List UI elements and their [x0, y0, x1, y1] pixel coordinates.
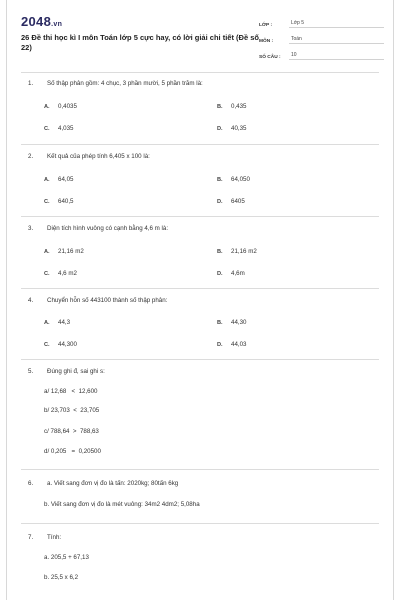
answer-option: C. 44,300 [44, 341, 77, 348]
divider [21, 469, 379, 470]
answer-option: A. 64,05 [44, 176, 74, 183]
sub-item: c/ 788,64 > 788,63 [44, 428, 99, 435]
meta-label-count: SỐ CÂU : [259, 55, 281, 60]
sub-item: a. 205,5 + 67,13 [44, 554, 89, 561]
question-text: a. Viết sang đơn vị đo là tấn: 2020kg; 80tấn 6kg [47, 480, 179, 487]
document-header [7, 0, 393, 68]
answer-option: D. 4,6m [217, 270, 245, 277]
answer-option: C. 4,035 [44, 125, 74, 132]
question-text: Chuyển hỗn số 443100 thành số thập phân: [47, 297, 168, 304]
sub-item: d/ 0,205 = 0,20500 [44, 448, 101, 455]
divider [21, 523, 379, 524]
meta-label-subject: MÔN : [259, 39, 274, 44]
answer-option: A. 44,3 [44, 319, 71, 326]
document-title: 26 Đề thi học kì I môn Toán lớp 5 cực hay, có lời giải chi tiết (Đề số 22) [21, 33, 259, 52]
question-number: 5. [28, 368, 34, 375]
answer-option: D. 6405 [217, 198, 245, 205]
answer-option: A. 0,4035 [44, 103, 77, 110]
meta-value-subject: Toán [289, 36, 384, 44]
question-number: 7. [28, 534, 34, 541]
meta-label-grade: LỚP : [259, 23, 273, 28]
question-number: 4. [28, 297, 34, 304]
answer-option: C. 4,6 m2 [44, 270, 77, 277]
site-logo[interactable]: 2048.vn [21, 14, 63, 29]
meta-row-grade [259, 14, 384, 28]
question-text: Đúng ghi đ, sai ghi s: [47, 368, 105, 375]
question-number: 2. [28, 153, 34, 160]
question-number: 1. [28, 80, 34, 87]
answer-option: A. 21,16 m2 [44, 248, 84, 255]
question-number: 6. [28, 480, 34, 487]
answer-option: D. 44,03 [217, 341, 247, 348]
divider [21, 216, 379, 217]
document-page [6, 0, 394, 600]
meta-row-count [259, 46, 384, 60]
answer-option: B. 64,050 [217, 176, 250, 183]
divider [21, 359, 379, 360]
answer-option: B. 21,16 m2 [217, 248, 257, 255]
meta-value-count: 10 [289, 52, 384, 60]
sub-item: a/ 12,68 < 12,600 [44, 388, 98, 395]
divider [21, 72, 379, 73]
divider [21, 288, 379, 289]
question-text: Số thập phân gồm: 4 chục, 3 phần mười, 5 phần trăm là: [47, 80, 203, 87]
answer-option: B. 0,435 [217, 103, 247, 110]
document-meta [259, 14, 384, 62]
answer-option: C. 640,5 [44, 198, 74, 205]
sub-item: b/ 23,703 < 23,705 [44, 407, 100, 414]
question-text: Kết quả của phép tính 6,405 x 100 là: [47, 153, 150, 160]
sub-item: b. Viết sang đơn vị đo là mét vuông: 34m2 4dm2; 5,08ha [44, 501, 200, 508]
question-text: Diện tích hình vuông có cạnh bằng 4,6 m là: [47, 225, 169, 232]
sub-item: b. 25,5 x 6,2 [44, 574, 79, 581]
question-text: Tính: [47, 534, 62, 541]
answer-option: B. 44,30 [217, 319, 247, 326]
question-number: 3. [28, 225, 34, 232]
divider [21, 144, 379, 145]
answer-option: D. 40,35 [217, 125, 247, 132]
meta-value-grade: Lớp 5 [289, 20, 384, 28]
meta-row-subject [259, 30, 384, 44]
